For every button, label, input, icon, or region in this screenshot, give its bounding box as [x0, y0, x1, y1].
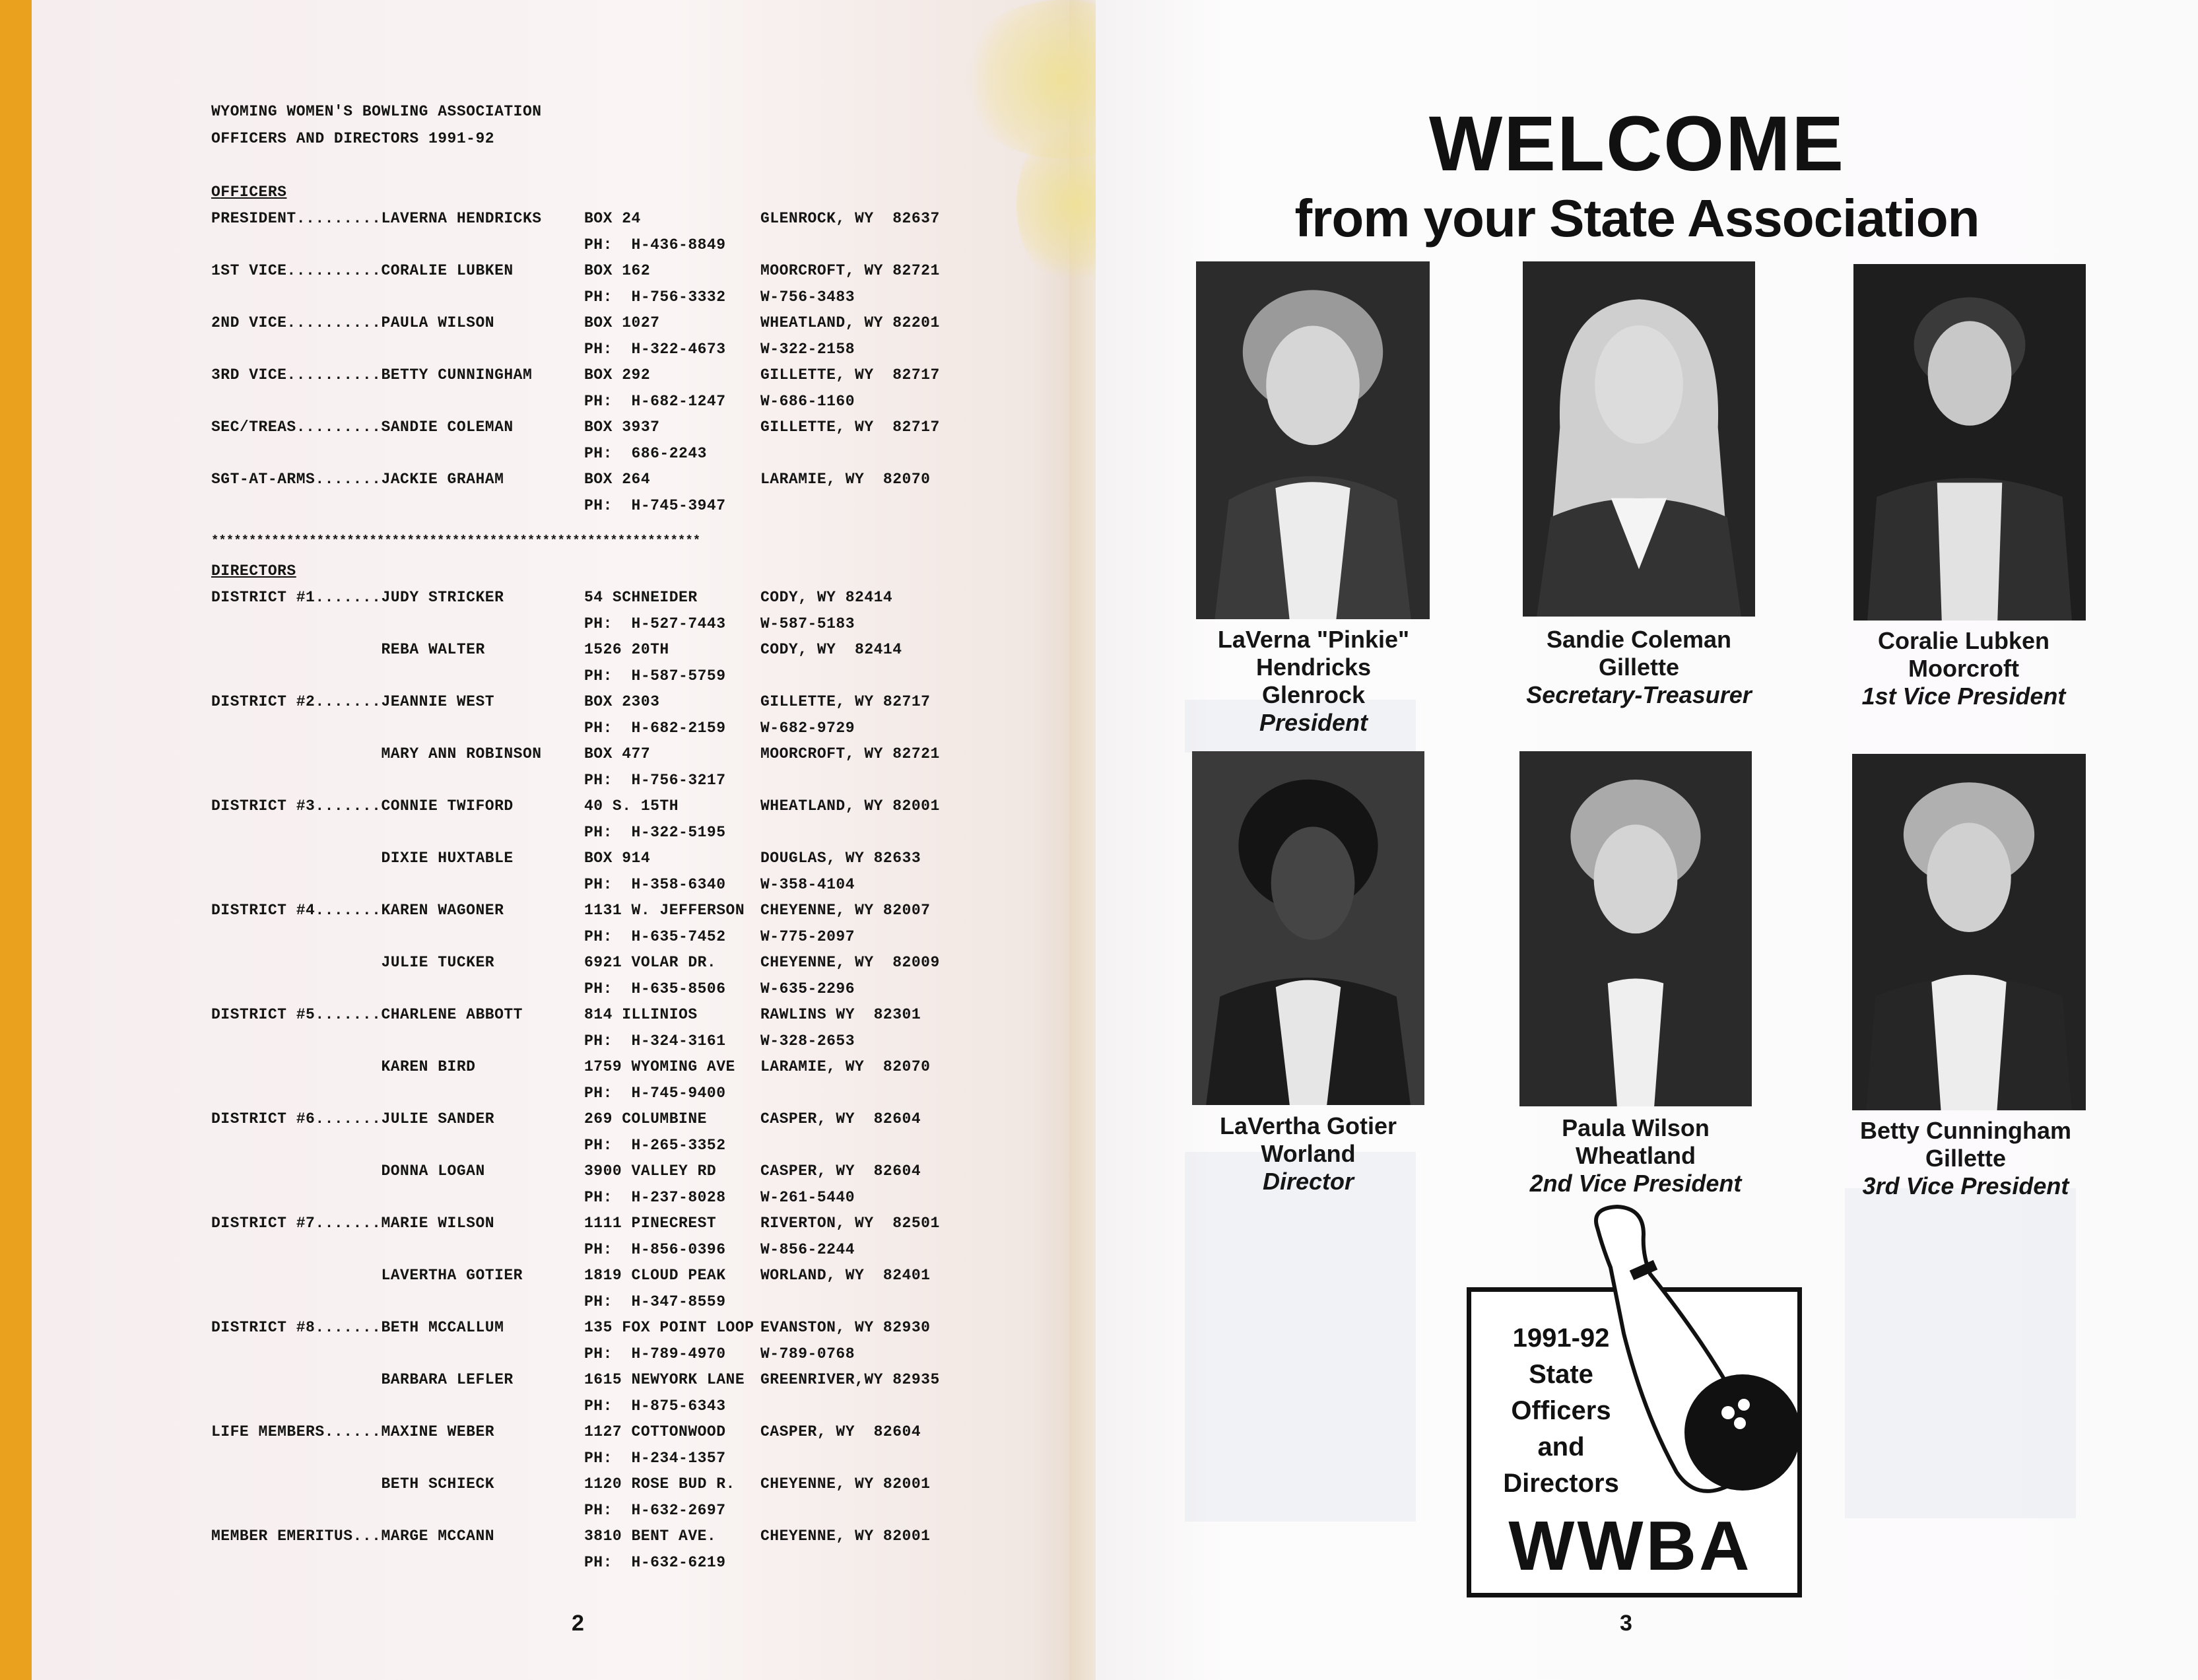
caption-city: Gillette: [1598, 654, 1680, 681]
roster-phone: PH: H-632-2697: [584, 1502, 726, 1519]
roster-city: LARAMIE, WY 82070: [760, 471, 931, 488]
roster-name: JULIE TUCKER: [211, 954, 495, 971]
portrait-photo-lubken: [1853, 264, 2086, 621]
roster-city: WHEATLAND, WY 82001: [760, 797, 940, 815]
roster-name: BARBARA LEFLER: [211, 1371, 514, 1388]
roster-city: GILLETTE, WY 82717: [760, 366, 940, 384]
roster-city: CHEYENNE, WY 82001: [760, 1528, 931, 1545]
caption-title: Secretary-Treasurer: [1526, 681, 1752, 708]
roster-phone: PH: H-875-6343: [584, 1397, 726, 1415]
caption-city: Wheatland: [1575, 1142, 1696, 1169]
roster-work-phone: W-775-2097: [760, 928, 855, 945]
roster-name: DISTRICT #5.......CHARLENE ABBOTT: [211, 1006, 523, 1023]
roster-address: BOX 162: [584, 262, 651, 279]
roster-city: WHEATLAND, WY 82201: [760, 314, 940, 331]
caption-lubken: [1812, 627, 2115, 710]
caption-title: 3rd Vice President: [1862, 1172, 2069, 1199]
roster-address: 1111 PINECREST: [584, 1215, 717, 1232]
roster-name: LAVERTHA GOTIER: [211, 1267, 523, 1284]
roster-name: DISTRICT #6.......JULIE SANDER: [211, 1110, 495, 1127]
caption-title: 1st Vice President: [1861, 683, 2066, 710]
roster-phone: PH: H-324-3161: [584, 1032, 726, 1050]
portrait-photo-hendricks: [1196, 261, 1430, 619]
roster-phone: PH: H-436-8849: [584, 236, 726, 253]
roster-work-phone: W-635-2296: [760, 980, 855, 997]
roster-phone: PH: 686-2243: [584, 445, 707, 462]
caption-city: Worland: [1261, 1140, 1356, 1167]
roster-name: REBA WALTER: [211, 641, 485, 658]
caption-wilson: [1484, 1114, 1787, 1197]
roster-address: 1615 NEWYORK LANE: [584, 1371, 745, 1388]
roster-name: KAREN BIRD: [211, 1058, 476, 1075]
roster-city: EVANSTON, WY 82930: [760, 1319, 931, 1336]
welcome-heading: WELCOME: [1428, 100, 1846, 187]
roster-address: 1526 20TH: [584, 641, 669, 658]
roster-address: 135 FOX POINT LOOP: [584, 1319, 754, 1336]
roster-address: BOX 264: [584, 471, 651, 488]
portrait-photo-wilson: [1519, 751, 1752, 1106]
left-page: [32, 0, 1096, 1680]
roster-address: BOX 1027: [584, 314, 660, 331]
show-through: [1845, 1188, 2076, 1518]
caption-name: Paula Wilson: [1562, 1114, 1710, 1141]
roster-city: RAWLINS WY 82301: [760, 1006, 921, 1023]
roster-name: 1ST VICE..........CORALIE LUBKEN: [211, 262, 514, 279]
roster-address: 54 SCHNEIDER: [584, 589, 698, 606]
roster-name: PRESIDENT.........LAVERNA HENDRICKS: [211, 210, 542, 227]
caption-gotier: [1156, 1112, 1460, 1195]
roster-address: 1120 ROSE BUD R.: [584, 1475, 735, 1493]
cover-edge: [0, 0, 32, 1680]
roster-name: 3RD VICE..........BETTY CUNNINGHAM: [211, 366, 533, 384]
roster-phone: PH: H-756-3332: [584, 288, 726, 306]
caption-city: Glenrock: [1261, 681, 1366, 708]
roster-work-phone: W-686-1160: [760, 393, 855, 410]
bowling-ball-icon: [1677, 1366, 1809, 1498]
association-title: WYOMING WOMEN'S BOWLING ASSOCIATION: [211, 103, 542, 120]
roster-name: SEC/TREAS.........SANDIE COLEMAN: [211, 419, 514, 436]
roster-city: GILLETTE, WY 82717: [760, 693, 931, 710]
roster-address: 1819 CLOUD PEAK: [584, 1267, 726, 1284]
roster-city: CASPER, WY 82604: [760, 1162, 921, 1180]
roster-subtitle: OFFICERS AND DIRECTORS 1991-92: [211, 130, 495, 147]
logo-year: 1991-92: [1512, 1324, 1610, 1353]
roster-phone: PH: H-789-4970: [584, 1345, 726, 1362]
roster-city: MOORCROFT, WY 82721: [760, 745, 940, 762]
roster-address: 3810 BENT AVE.: [584, 1528, 717, 1545]
roster-phone: PH: H-856-0396: [584, 1241, 726, 1258]
roster-work-phone: W-328-2653: [760, 1032, 855, 1050]
roster-city: LARAMIE, WY 82070: [760, 1058, 931, 1075]
portrait-photo-gotier: [1192, 751, 1424, 1105]
roster-city: RIVERTON, WY 82501: [760, 1215, 940, 1232]
roster-phone: PH: H-237-8028: [584, 1189, 726, 1206]
roster-address: BOX 292: [584, 366, 651, 384]
roster-address: 1127 COTTONWOOD: [584, 1423, 726, 1440]
page-number-left: 2: [572, 1611, 584, 1636]
roster-address: BOX 2303: [584, 693, 660, 710]
roster-work-phone: W-789-0768: [760, 1345, 855, 1362]
caption-name: Betty Cunningham: [1860, 1117, 2071, 1144]
roster-phone: PH: H-587-5759: [584, 667, 726, 685]
caption-hendricks: [1162, 626, 1465, 737]
caption-cunningham: [1814, 1117, 2117, 1200]
logo-line: Directors: [1503, 1469, 1619, 1498]
roster-name: DIXIE HUXTABLE: [211, 850, 514, 867]
roster-city: CHEYENNE, WY 82007: [760, 902, 931, 919]
roster-address: 1131 W. JEFFERSON: [584, 902, 745, 919]
roster-city: MOORCROFT, WY 82721: [760, 262, 940, 279]
roster-work-phone: W-358-4104: [760, 876, 855, 893]
roster-phone: PH: H-635-8506: [584, 980, 726, 997]
show-through: [1185, 1152, 1416, 1522]
roster-city: CODY, WY 82414: [760, 641, 902, 658]
roster-work-phone: W-756-3483: [760, 288, 855, 306]
roster-phone: PH: H-358-6340: [584, 876, 726, 893]
roster-work-phone: W-856-2244: [760, 1241, 855, 1258]
roster-name: DONNA LOGAN: [211, 1162, 485, 1180]
officers-heading: OFFICERS: [211, 184, 287, 201]
roster-phone: PH: H-632-6219: [584, 1554, 726, 1571]
roster-work-phone: W-261-5440: [760, 1189, 855, 1206]
caption-city: Moorcroft: [1908, 655, 2019, 682]
roster-phone: PH: H-756-3217: [584, 772, 726, 789]
roster-address: BOX 3937: [584, 419, 660, 436]
roster-phone: PH: H-527-7443: [584, 615, 726, 632]
roster-name: DISTRICT #7.......MARIE WILSON: [211, 1215, 495, 1232]
roster-name: MARY ANN ROBINSON: [211, 745, 542, 762]
roster-address: BOX 914: [584, 850, 651, 867]
caption-name: Sandie Coleman: [1546, 626, 1732, 653]
roster-address: 269 COLUMBINE: [584, 1110, 707, 1127]
roster-name: 2ND VICE..........PAULA WILSON: [211, 314, 495, 331]
roster-city: WORLAND, WY 82401: [760, 1267, 931, 1284]
portrait-photo-coleman: [1523, 261, 1755, 617]
roster-phone: PH: H-745-9400: [584, 1085, 726, 1102]
roster-phone: PH: H-745-3947: [584, 497, 726, 514]
roster-city: GREENRIVER,WY 82935: [760, 1371, 940, 1388]
roster-city: GLENROCK, WY 82637: [760, 210, 940, 227]
roster-work-phone: W-682-9729: [760, 720, 855, 737]
roster-name: BETH SCHIECK: [211, 1475, 495, 1493]
roster-address: 814 ILLINIOS: [584, 1006, 698, 1023]
roster-phone: PH: H-234-1357: [584, 1450, 726, 1467]
separator-line: *****************************************************************: [211, 533, 701, 548]
caption-title: 2nd Vice President: [1529, 1170, 1742, 1197]
roster-name: MEMBER EMERITUS...MARGE MCCANN: [211, 1528, 495, 1545]
caption-name: Coralie Lubken: [1877, 627, 2050, 654]
roster-city: CODY, WY 82414: [760, 589, 893, 606]
roster-address: 6921 VOLAR DR.: [584, 954, 717, 971]
roster-name: DISTRICT #4.......KAREN WAGONER: [211, 902, 504, 919]
caption-coleman: [1487, 626, 1791, 709]
roster-name: DISTRICT #3.......CONNIE TWIFORD: [211, 797, 514, 815]
roster-phone: PH: H-682-2159: [584, 720, 726, 737]
roster-address: BOX 24: [584, 210, 641, 227]
logo-line: State: [1529, 1360, 1593, 1389]
caption-title: Director: [1262, 1168, 1354, 1195]
roster-phone: PH: H-265-3352: [584, 1137, 726, 1154]
roster-address: 1759 WYOMING AVE: [584, 1058, 735, 1075]
caption-name: LaVertha Gotier: [1219, 1112, 1397, 1139]
roster-phone: PH: H-635-7452: [584, 928, 726, 945]
roster-phone: PH: H-347-8559: [584, 1293, 726, 1310]
caption-name: LaVerna "Pinkie": [1217, 626, 1410, 653]
roster-city: CASPER, WY 82604: [760, 1110, 921, 1127]
welcome-subtitle: from your State Association: [1294, 189, 1980, 248]
logo-line: Officers: [1511, 1396, 1611, 1425]
portrait-photo-cunningham: [1852, 754, 2086, 1110]
roster-address: BOX 477: [584, 745, 651, 762]
roster-phone: PH: H-322-4673: [584, 341, 726, 358]
roster-address: 3900 VALLEY RD: [584, 1162, 717, 1180]
roster-name: DISTRICT #2.......JEANNIE WEST: [211, 693, 495, 710]
caption-name: Hendricks: [1255, 654, 1372, 681]
roster-address: 40 S. 15TH: [584, 797, 679, 815]
caption-title: President: [1259, 709, 1368, 736]
roster-city: CHEYENNE, WY 82001: [760, 1475, 931, 1493]
roster-name: LIFE MEMBERS......MAXINE WEBER: [211, 1423, 495, 1440]
logo-line: and: [1537, 1432, 1585, 1462]
page-number-right: 3: [1620, 1611, 1632, 1636]
roster-name: DISTRICT #1.......JUDY STRICKER: [211, 589, 504, 606]
roster-work-phone: W-322-2158: [760, 341, 855, 358]
roster-name: DISTRICT #8.......BETH MCCALLUM: [211, 1319, 504, 1336]
directors-heading: DIRECTORS: [211, 562, 296, 580]
caption-city: Gillette: [1925, 1145, 2007, 1172]
roster-phone: PH: H-322-5195: [584, 824, 726, 841]
roster-work-phone: W-587-5183: [760, 615, 855, 632]
roster-city: DOUGLAS, WY 82633: [760, 850, 921, 867]
roster-city: GILLETTE, WY 82717: [760, 419, 940, 436]
roster-name: SGT-AT-ARMS.......JACKIE GRAHAM: [211, 471, 504, 488]
roster-city: CASPER, WY 82604: [760, 1423, 921, 1440]
logo-caption: [1479, 1320, 1644, 1502]
logo-acronym: WWBA: [1508, 1507, 1752, 1585]
roster-city: CHEYENNE, WY 82009: [760, 954, 940, 971]
roster-phone: PH: H-682-1247: [584, 393, 726, 410]
